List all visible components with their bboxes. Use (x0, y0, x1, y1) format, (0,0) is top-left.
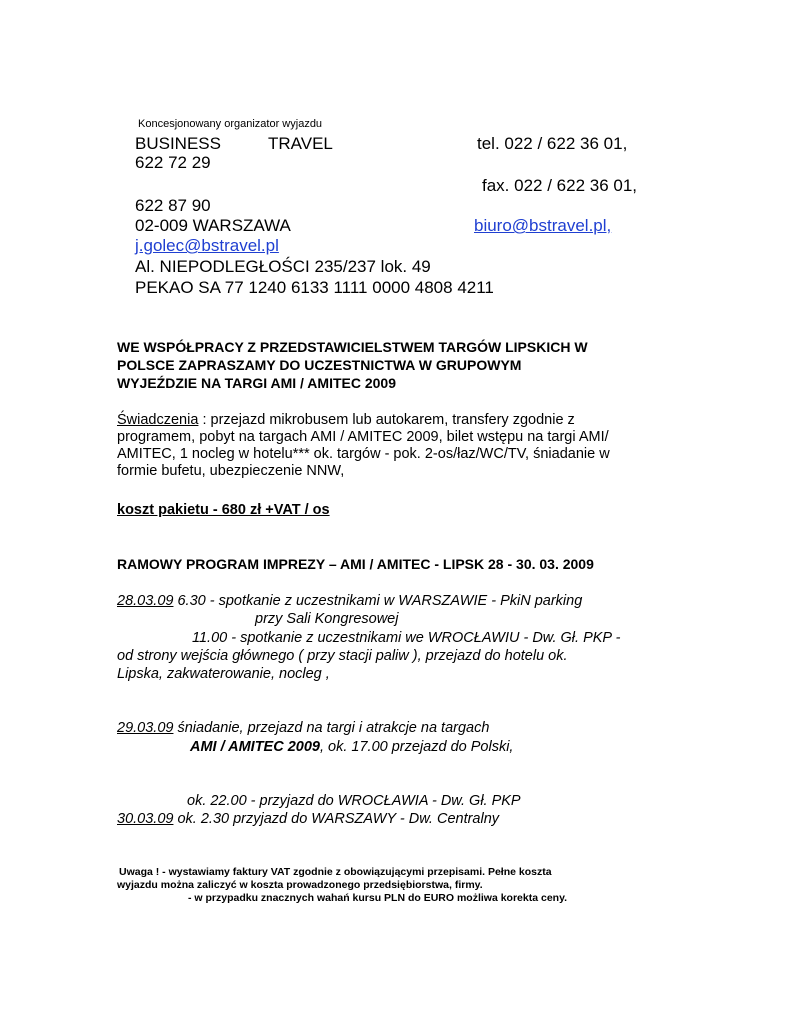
services-text: formie bufetu, ubezpieczenie NNW, (117, 463, 345, 479)
bank-account: PEKAO SA 77 1240 6133 1111 0000 4808 4211 (135, 278, 494, 297)
phone-number-2: 622 72 29 (135, 153, 211, 172)
note-line: Uwaga ! - wystawiamy faktury VAT zgodnie z obowiązującymi przepisami. Pełne koszta (119, 866, 552, 878)
company-name-travel: TRAVEL (268, 134, 333, 153)
day-1-line: Lipska, zakwaterowanie, nocleg , (117, 666, 330, 682)
note-line: - w przypadku znacznych wahań kursu PLN do EURO możliwa korekta ceny. (188, 892, 568, 904)
services-text: AMITEC, 1 nocleg w hotelu*** ok. targów - pok. 2-os/łaz/WC/TV, śniadanie w (117, 446, 610, 462)
package-cost: koszt pakietu - 680 zł +VAT / os (117, 502, 330, 518)
fax-number: fax. 022 / 622 36 01, (482, 176, 638, 195)
day-2-line: śniadanie, przejazd na targi i atrakcje na targach (173, 720, 490, 736)
day-3-line: ok. 22.00 - przyjazd do WROCŁAWIA - Dw. Gł. PKP (187, 793, 521, 809)
day-1-line: od strony wejścia głównego ( przy stacji paliw ), przejazd do hotelu ok. (117, 648, 568, 664)
day-3-date: 30.03.09 (117, 811, 174, 827)
organizer-subtitle: Koncesjonowany organizator wyjazdu (138, 118, 323, 130)
phone-number: tel. 022 / 622 36 01, (477, 134, 628, 153)
day-1-line: przy Sali Kongresowej (255, 611, 399, 627)
event-name: AMI / AMITEC 2009 (190, 739, 320, 755)
services-text: programem, pobyt na targach AMI / AMITEC 2009, bilet wstępu na targi AMI/ (117, 429, 609, 445)
intro-line: WE WSPÓŁPRACY Z PRZEDSTAWICIELSTWEM TARGÓW LIPSKICH W (117, 339, 588, 355)
intro-line: WYJEŹDZIE NA TARGI AMI / AMITEC 2009 (117, 375, 396, 391)
services-label: Świadczenia (117, 412, 199, 428)
intro-heading (117, 338, 588, 392)
program-day-1 (117, 593, 582, 610)
company-name-business: BUSINESS (135, 134, 221, 153)
postal-city: 02-009 WARSZAWA (135, 216, 291, 235)
program-day-2 (117, 720, 489, 737)
day-1-line: 11.00 - spotkanie z uczestnikami we WROCŁAWIU - Dw. Gł. PKP - (192, 630, 621, 646)
street-address: Al. NIEPODLEGŁOŚCI 235/237 lok. 49 (135, 257, 431, 276)
day-1-date: 28.03.09 (117, 593, 174, 609)
program-day-3 (117, 811, 499, 828)
note-line: wyjazdu można zaliczyć w koszta prowadzonego przedsiębiorstwa, firmy. (117, 879, 483, 891)
email-link-biuro[interactable]: biuro@bstravel.pl, (474, 216, 612, 235)
day-3-line: ok. 2.30 przyjazd do WARSZAWY - Dw. Centralny (173, 811, 500, 827)
day-2-line (190, 739, 513, 756)
fax-number-2: 622 87 90 (135, 196, 211, 215)
email-link-golec[interactable]: j.golec@bstravel.pl (135, 236, 279, 255)
services-paragraph (117, 412, 610, 480)
program-title: RAMOWY PROGRAM IMPREZY – AMI / AMITEC - LIPSK 28 - 30. 03. 2009 (117, 556, 594, 572)
day-2-date: 29.03.09 (117, 720, 174, 736)
intro-line: POLSCE ZAPRASZAMY DO UCZESTNICTWA W GRUPOWYM (117, 357, 522, 373)
day-2-text: , ok. 17.00 przejazd do Polski, (320, 739, 514, 755)
day-1-line: 6.30 - spotkanie z uczestnikami w WARSZAWIE - PkiN parking (173, 593, 583, 609)
services-text: : przejazd mikrobusem lub autokarem, transfery zgodnie z (198, 412, 575, 428)
